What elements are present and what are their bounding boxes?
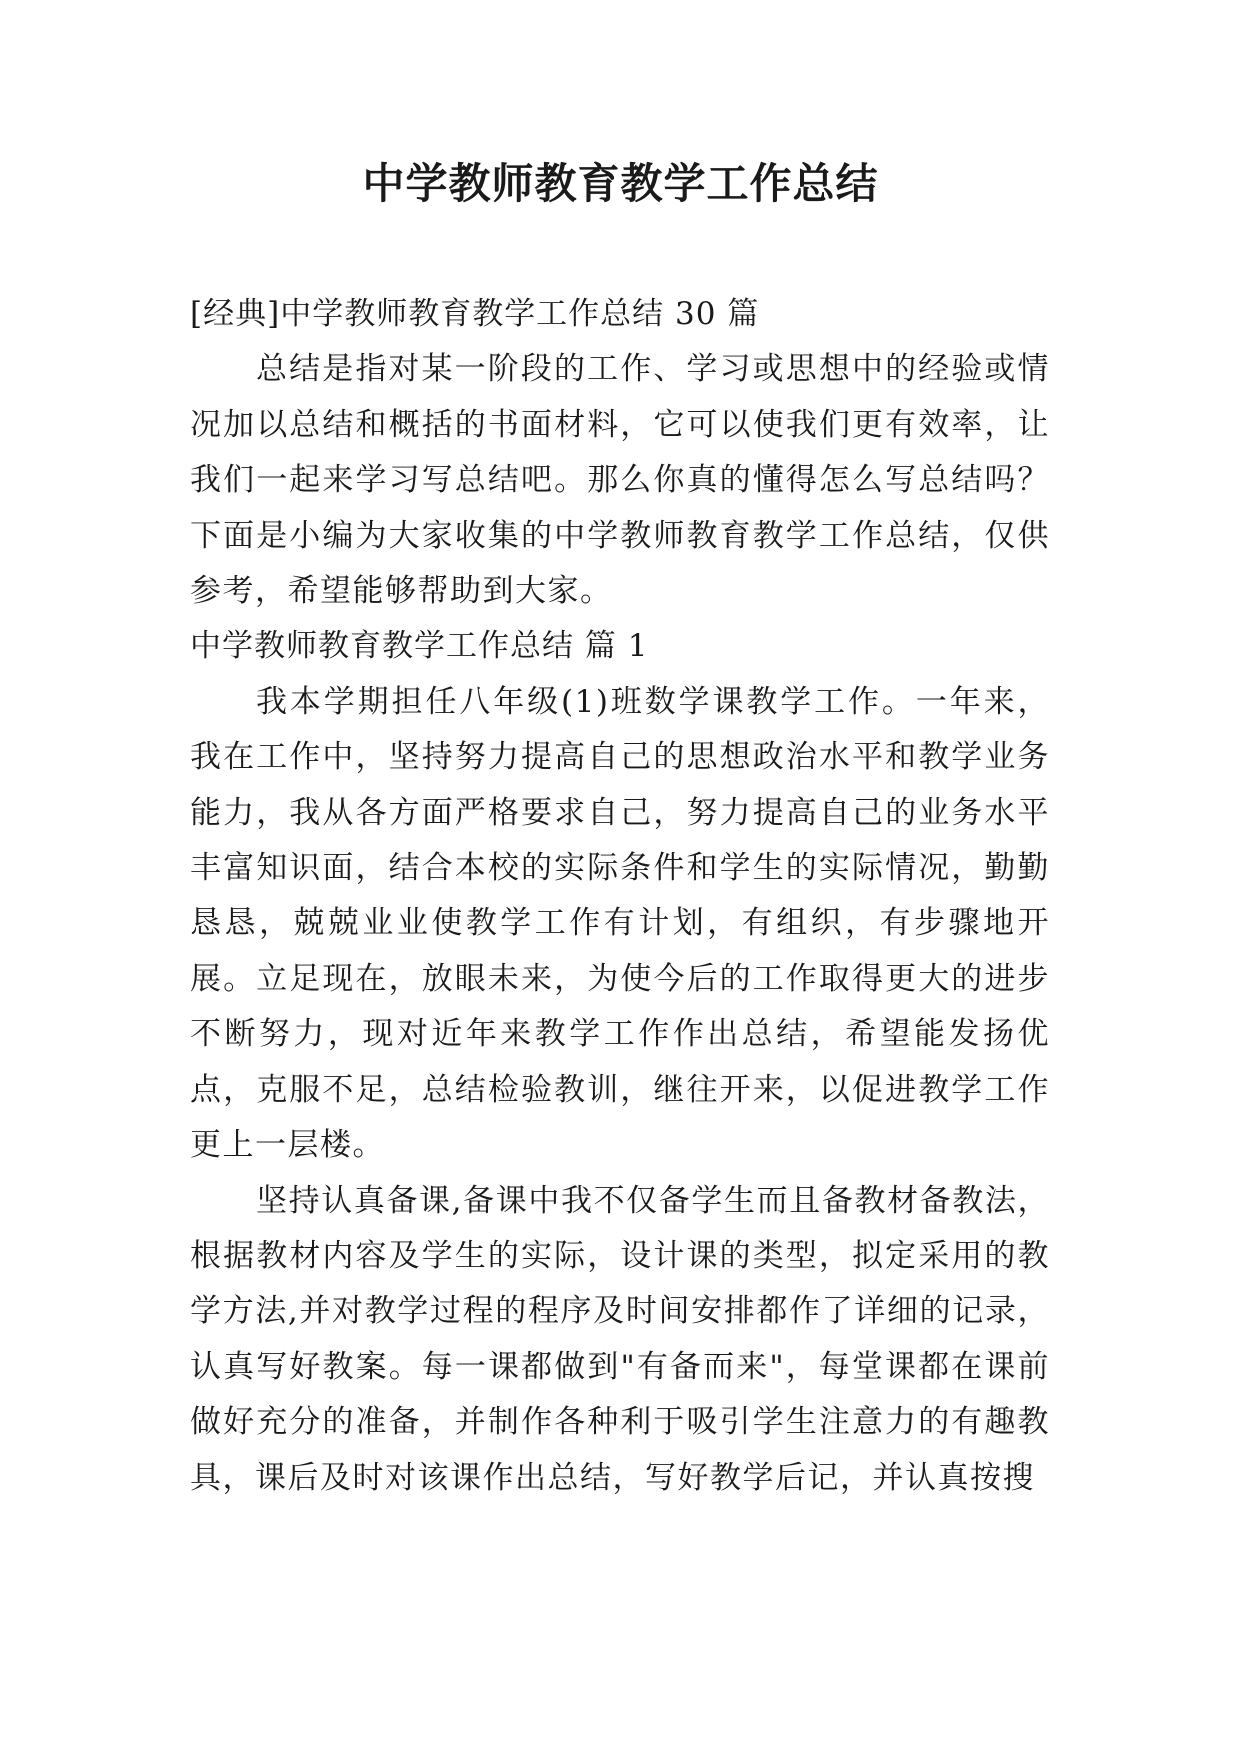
intro-paragraph: 总结是指对某一阶段的工作、学习或思想中的经验或情况加以总结和概括的书面材料，它可以使我们更有效率，让我们一起来学习写总结吧。那么你真的懂得怎么写总结吗？下面是小编为大家收集的中学教师教育教学工作总结，仅供参考，希望能够帮助到大家。 [190, 351, 1050, 610]
document-subtitle: [经典]中学教师教育教学工作总结 30 篇 [190, 296, 760, 332]
body-paragraph-2: 坚持认真备课,备课中我不仅备学生而且备教材备教法，根据教材内容及学生的实际，设计课的类型，拟定采用的教学方法,并对教学过程的程序及时间安排都作了详细的记录，认真写好教案。每一课都做到"有备而来"，每堂课都在课前做好充分的准备，并制作各种利于吸引学生注意力的有趣教具，课后及时对该课作出总结，写好教学后记，并认真按搜 [190, 1182, 1050, 1496]
section-heading: 中学教师教育教学工作总结 篇 1 [190, 628, 649, 665]
document-body [190, 287, 1050, 1506]
body-paragraph-1: 我本学期担任八年级(1)班数学课教学工作。一年来，我在工作中，坚持努力提高自己的思想政治水平和教学业务能力，我从各方面严格要求自己，努力提高自己的业务水平丰富知识面，结合本校的实际条件和学生的实际情况，勤勤恳恳，兢兢业业使教学工作有计划，有组织，有步骤地开展。立足现在，放眼未来，为使今后的工作取得更大的进步不断努力，现对近年来教学工作作出总结，希望能发扬优点，克服不足，总结检验教训，继往开来，以促进教学工作更上一层楼。 [190, 683, 1050, 1164]
document-title: 中学教师教育教学工作总结 [362, 159, 879, 208]
